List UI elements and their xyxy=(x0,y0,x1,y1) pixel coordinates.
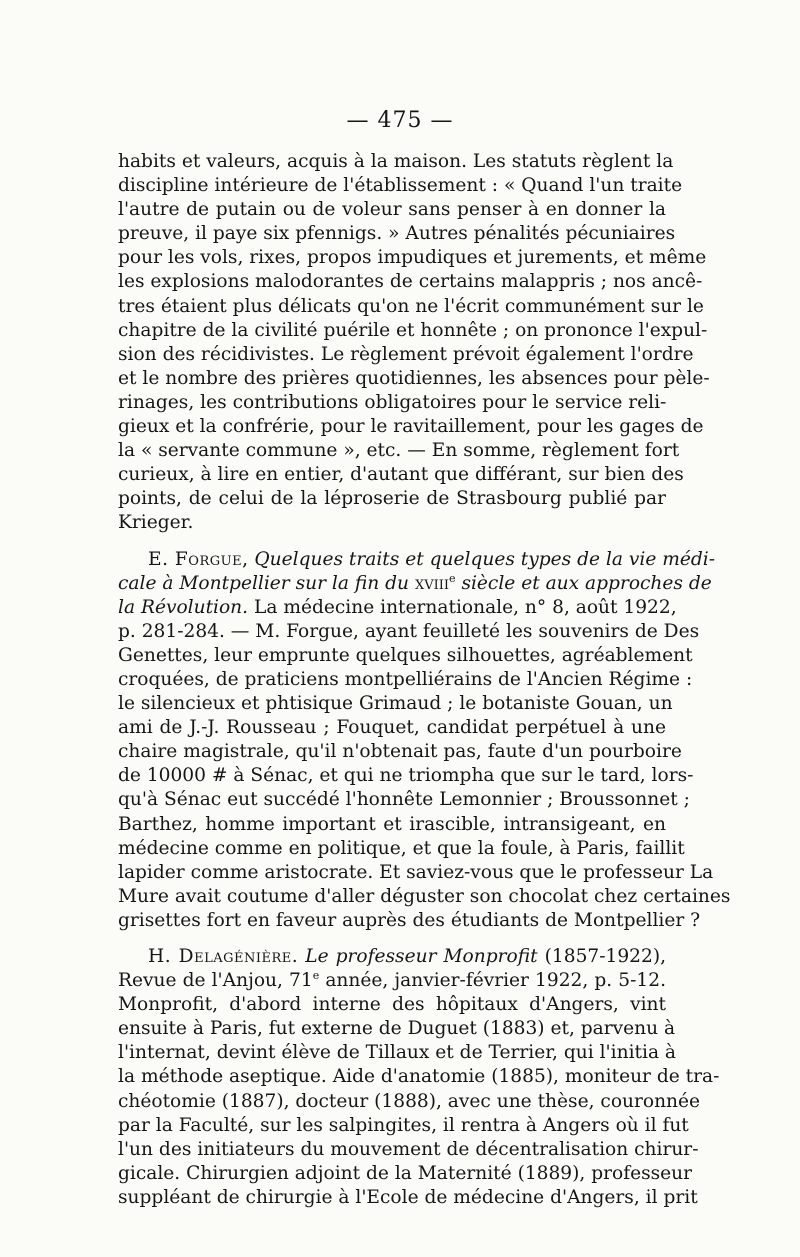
text-line: sion des récidivistes. Le règlement prévoit également l'ordre xyxy=(118,343,694,365)
century: xviii xyxy=(414,572,449,594)
text-line: suppléant de chirurgie à l'Ecole de médecine d'Angers, il prit xyxy=(118,1186,698,1208)
text-line: pour les vols, rixes, propos impudiques et jurements, et même xyxy=(118,247,707,269)
text-line: Krieger. xyxy=(118,512,194,534)
text-line: les explosions malodorantes de certains malappris ; nos ancê- xyxy=(118,271,703,293)
text-line: chaire magistrale, qu'il n'obtenait pas, faute d'un pourboire xyxy=(118,741,682,763)
text-line: rinages, les contributions obligatoires pour le service reli- xyxy=(118,391,667,413)
paragraph-2-forgue xyxy=(118,548,731,934)
text-line: discipline intérieure de l'établissement : « Quand l'un traite xyxy=(118,175,683,197)
text-line: la méthode aseptique. Aide d'anatomie (1885), moniteur de tra- xyxy=(118,1066,720,1088)
citation-line xyxy=(118,945,666,969)
text-line: lapider comme aristocrate. Et saviez-vous que le professeur La xyxy=(118,861,714,883)
text-line: qu'à Sénac eut succédé l'honnête Lemonnier ; Broussonnet ; xyxy=(118,789,690,811)
text-line: la « servante commune », etc. — En somme, règlement fort xyxy=(118,440,680,462)
text-line: points, de celui de la léproserie de Strasbourg publié par xyxy=(118,488,666,510)
citation-line xyxy=(118,571,712,596)
page-number: — 475 — xyxy=(346,108,454,133)
edition-sup: e xyxy=(312,968,320,982)
citation-title: Quelques traits et quelques types de la vie médi- xyxy=(254,548,716,570)
paragraph-1 xyxy=(118,150,710,536)
text-line: Mure avait coutume d'aller déguster son chocolat chez certaines xyxy=(118,885,731,907)
text-line: chapitre de la civilité puérile et honnête ; on prononce l'expul- xyxy=(118,319,708,341)
text-line: le silencieux et phtisique Grimaud ; le botaniste Gouan, un xyxy=(118,693,673,715)
citation-title: siècle et aux approches de xyxy=(461,572,712,594)
text-line: l'un des initiateurs du mouvement de décentralisation chirur- xyxy=(118,1138,699,1160)
text-line: l'autre de putain ou de voleur sans penser à en donner la xyxy=(118,199,666,221)
text-line: Monprofit, d'abord interne des hôpitaux d'Angers, vint xyxy=(118,994,666,1016)
text-line: ensuite à Paris, fut externe de Duguet (1883) et, parvenu à xyxy=(118,1018,676,1040)
text-line: Genettes, leur emprunte quelques silhouettes, agréablement xyxy=(118,644,693,666)
citation-line xyxy=(118,596,677,620)
citation-author: E. Forgue, xyxy=(148,548,249,570)
citation-line xyxy=(118,548,716,572)
text-line: l'internat, devint élève de Tillaux et de Terrier, qui l'initia à xyxy=(118,1042,677,1064)
citation-source: La médecine internationale, n° 8, août 1922, xyxy=(254,596,677,618)
text-line: curieux, à lire en entier, d'autant que différant, sur bien des xyxy=(118,464,684,486)
text-block xyxy=(118,150,731,1210)
century-sup: e xyxy=(449,571,456,585)
text-line: croquées, de praticiens montpelliérains de l'Ancien Régime : xyxy=(118,668,693,690)
text-line: Barthez, homme important et irascible, intransigeant, en xyxy=(118,813,666,835)
citation-dates: (1857-1922), xyxy=(544,946,666,967)
paragraph-3-delageniere xyxy=(118,945,720,1210)
text-line: gicale. Chirurgien adjoint de la Maternité (1889), professeur xyxy=(118,1162,693,1184)
citation-title: cale à Montpellier sur la fin du xyxy=(118,572,410,594)
citation-line xyxy=(118,969,666,993)
citation-source-rest: année, janvier-février 1922, p. 5-12. xyxy=(325,970,666,992)
text-line: preuve, il paye six pfennigs. » Autres pénalités pécuniaires xyxy=(118,223,676,245)
text-line: médecine comme en politique, et que la foule, à Paris, faillit xyxy=(118,837,685,859)
text-line: chéotomie (1887), docteur (1888), avec une thèse, couronnée xyxy=(118,1090,701,1112)
text-line: gieux et la confrérie, pour le ravitaillement, pour les gages de xyxy=(118,416,704,438)
text-line: habits et valeurs, acquis à la maison. Les statuts règlent la xyxy=(118,151,674,172)
text-line: et le nombre des prières quotidiennes, les absences pour pèle- xyxy=(118,367,710,389)
citation-title: la Révolution. xyxy=(118,596,249,618)
text-line: de 10000 # à Sénac, et qui ne triompha que sur le tard, lors- xyxy=(118,765,694,787)
text-line: grisettes fort en faveur auprès des étudiants de Montpellier ? xyxy=(118,909,701,931)
citation-author: H. Delagénière. xyxy=(148,946,299,967)
text-line: tres étaient plus délicats qu'on ne l'écrit communément sur le xyxy=(118,295,704,317)
citation-source: Revue de l'Anjou, 71 xyxy=(118,970,313,992)
text-line: ami de J.-J. Rousseau ; Fouquet, candidat perpétuel à une xyxy=(118,717,666,739)
citation-title: Le professeur Monprofit xyxy=(305,946,538,967)
text-line: par la Faculté, sur les salpingites, il rentra à Angers où il fut xyxy=(118,1114,689,1136)
text-line: p. 281-284. — M. Forgue, ayant feuilleté les souvenirs de Des xyxy=(118,620,700,642)
